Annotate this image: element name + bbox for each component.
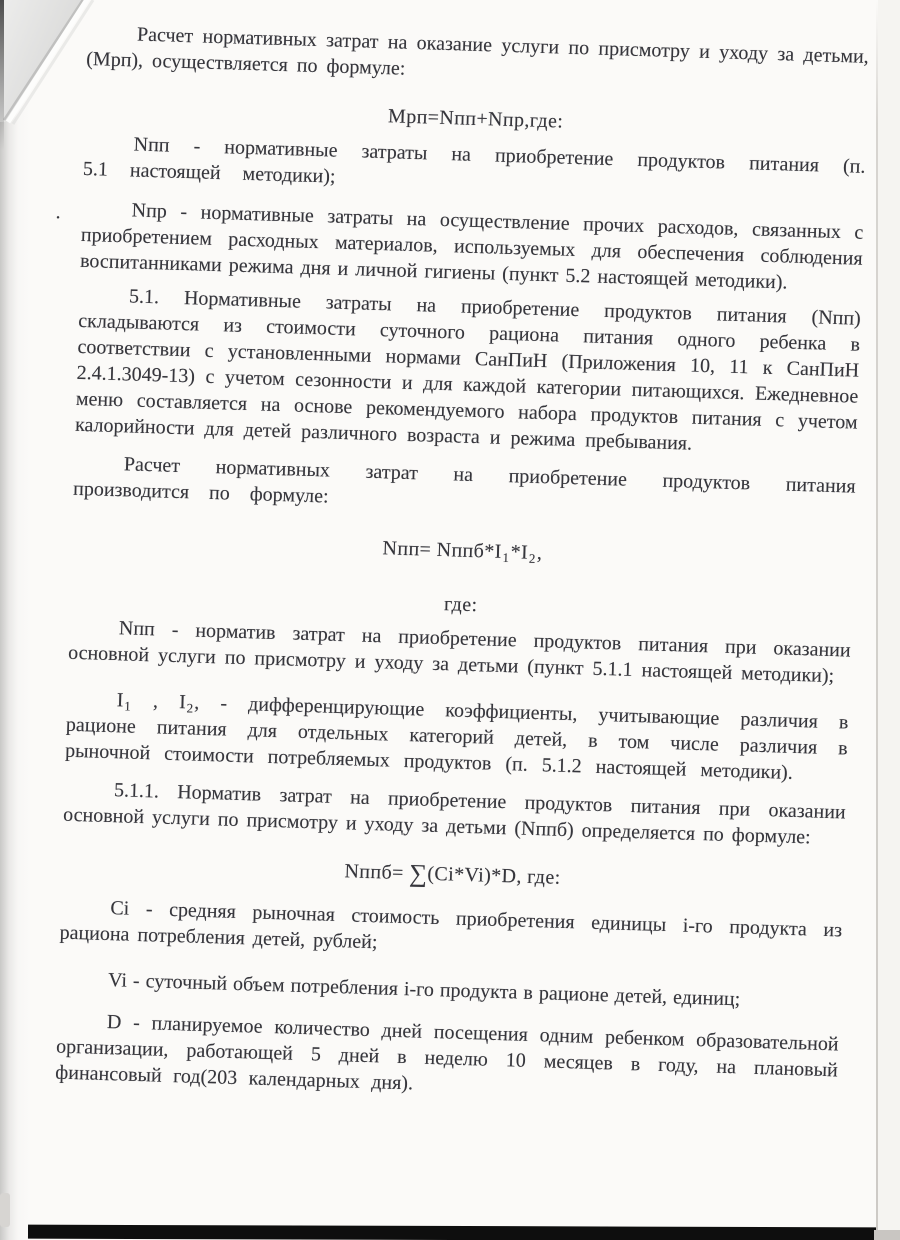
bottom-scan-bar: [28, 1225, 876, 1240]
formula-npp: [71, 526, 853, 576]
paragraph-ci-definition: Ci - средняя рыночная стоимость приобретения единицы i-го продукта из рациона потребления детей, рублей;: [59, 897, 843, 954]
paragraph-d-definition: D - планируемое количество дней посещения одним ребенком образовательной организации, работающей 5 дней в неделю 10 месяцев в году, на плановый финансовый год(203 календарных дня).: [55, 1011, 839, 1095]
formula-nppb: [61, 850, 843, 900]
paragraph-npp-definition: Nпп - нормативные затраты на приобретение продуктов питания (п. 5.1 настоящей методики);: [82, 133, 866, 188]
coef-post: , - дифференцирующие коэффициенты, учитывающие различия в рационе питания для отдельных категорий детей, в том числе различия в рыночной стоимости потребляемых продуктов (п. 5.1.2 настоящей методики).: [64, 691, 849, 784]
scan-smudge: [0, 1193, 10, 1227]
right-page-margin-band: [878, 0, 900, 1232]
right-page-edge: [876, 0, 878, 1232]
coef-mid: , I: [131, 689, 187, 714]
formula-nppb-pre: Nппб=: [344, 860, 410, 885]
sum-symbol: ∑: [408, 860, 428, 888]
coef-sub1: 1: [124, 698, 131, 714]
where-label: где:: [443, 593, 478, 617]
paragraph-mrp-intro: Расчет нормативных затрат на оказание услуги по присмотру и уходу за детьми, (Мрп), осуществляется по формуле:: [85, 23, 870, 80]
formula-npp-sub2: 2: [528, 550, 537, 566]
paragraph-npp-norm: Nпп - норматив затрат на приобретение продуктов питания при оказании основной услуги по присмотру и уходу за детьми (пункт 5.1.1 настоящей методики);: [67, 617, 851, 688]
coef-pre: I: [116, 689, 124, 712]
formula-npp-mid: *I: [510, 541, 529, 564]
formula-npp-sub1: 1: [502, 549, 510, 566]
document-text: [55, 4, 870, 1109]
paragraph-vi-definition: Vi - суточный объем потребления i-го продукта в рационе детей, единиц;: [107, 969, 741, 1011]
formula-mrp: Мрп=Nпп+Nпр,где:: [387, 105, 564, 133]
paragraph-5-1: 5.1. Нормативные затраты на приобретение продуктов питания (Nпп) складываются из стоимости суточного рациона питания одного ребенка в соответствии с установленными нормами СанПиН (Приложения 10, 11 к СанПиН 2.4.1.3049-13) с учетом сезонности и для каждой категории питающихся. Ежедневное меню составляется на основе рекомендуемого набора продуктов питания с учетом калорийности для детей различного возраста и режима пребывания.: [74, 285, 862, 455]
formula-npp-pre: Nпп= Nппб*I: [382, 537, 503, 563]
formula-npp-post: ,: [536, 541, 543, 565]
bottom-scan-bar-end: [874, 1230, 900, 1240]
paragraph-calc-intro: Расчет нормативных затрат на приобретение продуктов питания производится по формуле:: [72, 453, 856, 508]
paragraph-coefficients: [65, 686, 849, 788]
paragraph-npr-definition: [55, 196, 864, 298]
coef-sub2: 2: [186, 700, 194, 716]
paragraph-5-1-1: 5.1.1. Норматив затрат на приобретение продуктов питания при оказании основной услуги по присмотру и уходу за детьми (Nппб) определяется по формуле:: [62, 779, 846, 849]
stray-dot-mark: .: [55, 201, 61, 224]
formula-nppb-post: (Ci*Vi)*D, где:: [427, 862, 561, 889]
paragraph-npr-text: Nпр - нормативные затраты на осуществление прочих расходов, связанных с приобретением расходных материалов, используемых для обеспечения соблюдения воспитанниками режима дня и личной гигиены (пункт 5.2 настоящей методики).: [79, 199, 864, 294]
